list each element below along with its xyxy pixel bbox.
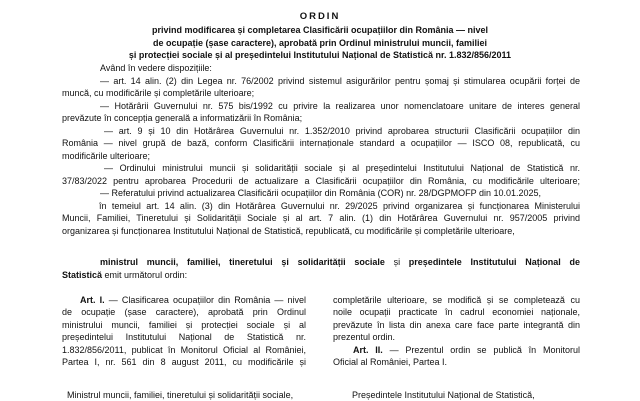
art2-text: — Prezentul ordin se publică în Monitorul [389,345,580,355]
signature-president: Președintele Institutului Național de Statistică, [352,390,535,400]
art1-line: prevăzute în lista din anexa care face parte integrantă din [333,320,580,330]
art2-label: Art. II. [353,345,383,355]
art2-line [353,344,580,356]
art1-line [80,294,306,306]
art1-line: 1.832/856/2011, publicat în Monitorul Oficial al României, [62,345,306,355]
preamble-line: în temeiul art. 14 alin. (3) din Hotărârea Guvernului nr. 29/2025 privind organizarea și funcționarea Ministerului [99,201,580,211]
art1-line: noile ocupații practicate în cadrul economiei naționale, [333,307,580,317]
preamble-line: muncă, cu modificările și completările ulterioare; [62,88,255,98]
art1-text: — Clasificarea ocupațiilor din România — nivel [108,295,306,305]
art1-line: ministrului muncii, familiei și protecției sociale și al [62,320,306,330]
document-title: ORDIN [299,11,341,22]
emit-text: emit următorul ordin: [104,270,188,280]
art1-line: președintelui Institutului Național de Statistică nr. [62,332,306,342]
minister-bold: ministrul muncii, familiei, tineretului și solidarității sociale [100,257,385,267]
art1-line: de ocupație (șase caractere), aprobată prin Ordinul [62,307,306,317]
issuers-line [100,256,580,268]
preamble-line: România — nivel grupă de bază, conform Clasificării internaționale standard a ocupațiilor — ISCO 08, republicată, cu [62,138,580,148]
art1-line: completările ulterioare, se modifică și se completează cu [333,295,580,305]
preamble-line: — art. 9 și 10 din Hotărârea Guvernului nr. 1.352/2010 privind aprobarea structurii Clasificării ocupațiilor din [104,126,580,136]
president-bold: președintele Institutului Național de [408,257,580,267]
preamble-intro: Având în vedere dispozițiile: [100,63,212,73]
subtitle-line: privind modificarea și completarea Clasificării ocupațiilor din România — nivel [151,25,489,35]
subtitle-line: și protecției sociale și al președintelui Institutului Național de Statistică nr. 1.832/856/2011 [128,50,512,60]
preamble-line: modificările ulterioare; [62,151,151,161]
preamble-line: — Hotărârii Guvernului nr. 575 bis/1992 cu privire la realizarea unor nomenclatoare unitare de interes general [100,101,580,111]
preamble-line: — Ordinului ministrului muncii și solidarității sociale și al președintelui Institutului Național de Statistică nr. [104,163,580,173]
preamble-line: organizarea și funcționarea Institutului Național de Statistică, republicată, cu modificările și completările ulterioare, [62,226,515,236]
statistica-bold: Statistică [62,270,103,280]
art1-line: prezentul ordin. [333,332,396,342]
signature-minister: Ministrul muncii, familiei, tineretului și solidarității sociale, [67,390,294,400]
preamble-line: — art. 14 alin. (2) din Legea nr. 76/2002 privind sistemul asigurărilor pentru șomaj și stimularea ocupării forței de [100,76,580,86]
subtitle-line: de ocupație (șase caractere), aprobată prin Ordinul ministrului muncii, familiei [152,38,488,48]
preamble-line: prevăzute în concepția generală a informatizării în România; [62,113,303,123]
issuers-line [62,269,187,281]
preamble-line: — Referatului privind actualizarea Clasificării ocupațiilor din România (COR) nr. 28/DGPMOFP din 10.01.2025, [100,188,542,198]
and-text: și [393,257,401,267]
preamble-line: Muncii, Familiei, Tineretului și Solidarității Sociale și al art. 7 alin. (1) din Hotărârea Guvernului nr. 957/2005 privind [62,213,580,223]
art1-line: Partea I, nr. 561 din 8 august 2011, cu modificările și [62,357,306,367]
art2-line: Oficial al României, Partea I. [333,357,448,367]
preamble-line: 37/83/2022 pentru aprobarea Procedurii de actualizare a Clasificării ocupațiilor din România, cu modificările ulterioare; [62,176,580,186]
art1-label: Art. I. [80,295,105,305]
